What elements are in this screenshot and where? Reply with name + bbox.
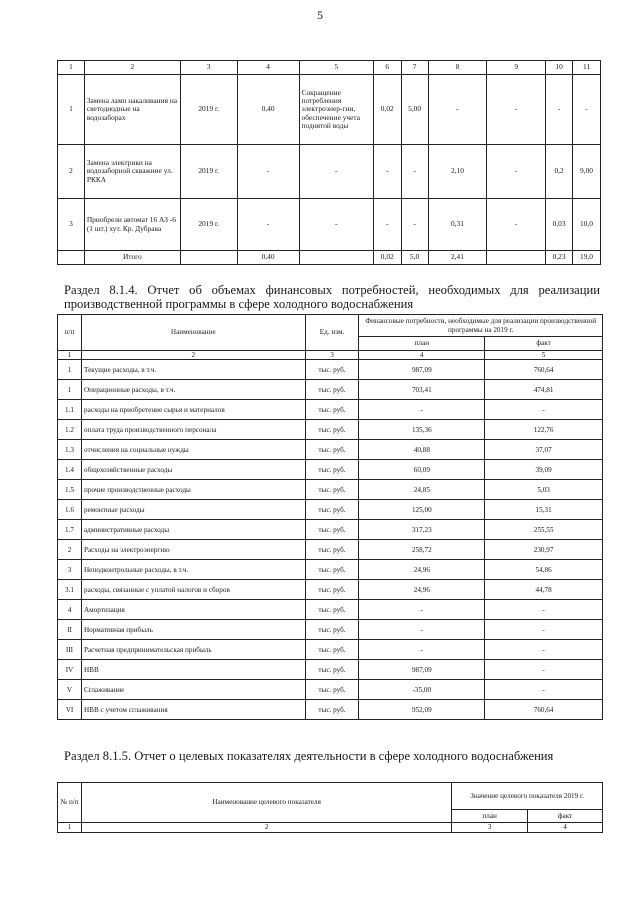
col-num: 10 xyxy=(546,61,573,75)
cell-value: 5,00 xyxy=(401,75,428,145)
cell-value: 5,0 xyxy=(401,251,428,265)
measures-table xyxy=(57,60,601,265)
cell-unit: тыс. руб. xyxy=(305,640,359,660)
cell-name: отчисления на социальные нужды xyxy=(81,440,305,460)
table2-header-row xyxy=(58,315,603,337)
col-num: 11 xyxy=(573,61,601,75)
table-row xyxy=(58,480,603,500)
cell-value: 0,02 xyxy=(373,251,401,265)
cell-fact: 39,09 xyxy=(485,460,603,480)
table-row xyxy=(58,560,603,580)
page-number: 5 xyxy=(317,8,323,22)
cell-unit: тыс. руб. xyxy=(305,540,359,560)
cell-name: административные расходы xyxy=(81,520,305,540)
table-row xyxy=(58,600,603,620)
header-needs: Финансовые потребности, необходимые для реализации производственной программы на 2019 г. xyxy=(359,315,603,337)
header-plan: план xyxy=(359,337,485,351)
table1-header-row xyxy=(58,61,601,75)
cell-num: 3 xyxy=(58,560,82,580)
cell-value: 10,0 xyxy=(573,199,601,251)
cell-unit: тыс. руб. xyxy=(305,480,359,500)
cell-name: оплата труда производственного персонала xyxy=(81,420,305,440)
table-row xyxy=(58,380,603,400)
cell-num: IV xyxy=(58,660,82,680)
col-num: 2 xyxy=(81,823,451,833)
total-label: Итого xyxy=(84,251,180,265)
header-value: Значение целевого показателя 2019 г. xyxy=(452,783,603,810)
cell-name: Сглаживание xyxy=(81,680,305,700)
financial-needs-table xyxy=(57,314,603,720)
cell-unit: тыс. руб. xyxy=(305,580,359,600)
col-num: 3 xyxy=(452,823,528,833)
cell-year: 2019 г. xyxy=(180,199,237,251)
cell-plan: 987,09 xyxy=(359,660,485,680)
cell-value: 2,41 xyxy=(428,251,487,265)
cell-name: расходы, связанные с уплатой налогов и сборов xyxy=(81,580,305,600)
col-num: 3 xyxy=(180,61,237,75)
header-num: п/п xyxy=(58,315,82,351)
cell-num: 1.5 xyxy=(58,480,82,500)
cell-fact: 760,64 xyxy=(485,700,603,720)
cell-plan: - xyxy=(359,640,485,660)
cell-plan: 24,96 xyxy=(359,580,485,600)
cell-num: 1.4 xyxy=(58,460,82,480)
cell-fact: - xyxy=(485,400,603,420)
cell-unit: тыс. руб. xyxy=(305,420,359,440)
cell-plan: 258,72 xyxy=(359,540,485,560)
cell-plan: 135,36 xyxy=(359,420,485,440)
table-row xyxy=(58,500,603,520)
table-row xyxy=(58,440,603,460)
cell-value: - xyxy=(487,145,546,199)
table-row xyxy=(58,420,603,440)
table2-colnum-row xyxy=(58,351,603,360)
cell-name: прочие производственные расходы xyxy=(81,480,305,500)
header-fact: факт xyxy=(485,337,603,351)
col-num: 5 xyxy=(299,61,373,75)
cell-plan: - xyxy=(359,400,485,420)
table-row xyxy=(58,640,603,660)
cell-unit: тыс. руб. xyxy=(305,380,359,400)
header-num: № п/п xyxy=(58,783,82,823)
cell-unit: тыс. руб. xyxy=(305,700,359,720)
cell-plan: -35,00 xyxy=(359,680,485,700)
header-name: Наименование xyxy=(81,315,305,351)
cell-value: - xyxy=(487,199,546,251)
cell-fact: - xyxy=(485,660,603,680)
cell-num: 1.3 xyxy=(58,440,82,460)
col-num: 1 xyxy=(58,61,85,75)
target-indicators-table xyxy=(57,782,603,833)
cell-effect: - xyxy=(299,199,373,251)
cell-unit: тыс. руб. xyxy=(305,400,359,420)
cell-name: общехозяйственные расходы xyxy=(81,460,305,480)
table-row xyxy=(58,660,603,680)
cell-name: Текущие расходы, в т.ч. xyxy=(81,360,305,380)
cell-unit: тыс. руб. xyxy=(305,680,359,700)
cell-value: 0,40 xyxy=(237,75,299,145)
cell-unit: тыс. руб. xyxy=(305,460,359,480)
cell-name: расходы на приобретение сырья и материалов xyxy=(81,400,305,420)
col-num: 5 xyxy=(485,351,603,360)
cell-fact: 5,03 xyxy=(485,480,603,500)
cell-effect: Сокращение потребления электроэнер-гии, обеспечение учета поднятой воды xyxy=(299,75,373,145)
cell-value: - xyxy=(373,199,401,251)
cell-value: - xyxy=(573,75,601,145)
col-num: 4 xyxy=(359,351,485,360)
cell-plan: - xyxy=(359,600,485,620)
cell-unit: тыс. руб. xyxy=(305,660,359,680)
cell-name: Неподконтрольные расходы, в т.ч. xyxy=(81,560,305,580)
cell-unit: тыс. руб. xyxy=(305,360,359,380)
table-row xyxy=(58,145,601,199)
cell-num: 1.2 xyxy=(58,420,82,440)
table1-total-row xyxy=(58,251,601,265)
cell-value: - xyxy=(428,75,487,145)
cell-num: 1.1 xyxy=(58,400,82,420)
cell-name: Операционные расходы, в т.ч. xyxy=(81,380,305,400)
cell-fact: - xyxy=(485,620,603,640)
cell-num: V xyxy=(58,680,82,700)
cell-plan: 952,09 xyxy=(359,700,485,720)
cell-num: 1.7 xyxy=(58,520,82,540)
cell-name: Амортизация xyxy=(81,600,305,620)
cell-value: 0,03 xyxy=(546,199,573,251)
cell-unit: тыс. руб. xyxy=(305,600,359,620)
cell-fact: 44,78 xyxy=(485,580,603,600)
header-fact: факт xyxy=(528,810,603,823)
cell-plan: - xyxy=(359,620,485,640)
cell-plan: 24,96 xyxy=(359,560,485,580)
cell-num: III xyxy=(58,640,82,660)
table-row xyxy=(58,199,601,251)
cell-num: VI xyxy=(58,700,82,720)
cell-name: НВВ с учетом сглаживания xyxy=(81,700,305,720)
cell-value: 9,00 xyxy=(573,145,601,199)
cell-name: Замена электрики на водозаборной скважине ул. РККА xyxy=(84,145,180,199)
header-name: Наименование целевого показателя xyxy=(81,783,451,823)
col-num: 8 xyxy=(428,61,487,75)
cell-name: Расчетная предпринимательская прибыль xyxy=(81,640,305,660)
table3-header-row xyxy=(58,783,603,810)
cell-fact: 255,55 xyxy=(485,520,603,540)
cell-name: НВВ xyxy=(81,660,305,680)
cell-fact: 230,97 xyxy=(485,540,603,560)
cell-plan: 703,41 xyxy=(359,380,485,400)
section-title-8-1-4: Раздел 8.1.4. Отчет об объемах финансовых потребностей, необходимых для реализации производственной программы в сфере холодного водоснабжения xyxy=(64,283,600,311)
cell-year: 2019 г. xyxy=(180,75,237,145)
cell-value: 0,02 xyxy=(373,75,401,145)
cell-effect: - xyxy=(299,145,373,199)
cell-name: Нормативная прибыль xyxy=(81,620,305,640)
table-row xyxy=(58,520,603,540)
cell-unit: тыс. руб. xyxy=(305,560,359,580)
cell-plan: 40,88 xyxy=(359,440,485,460)
col-num: 4 xyxy=(237,61,299,75)
cell-plan: 24,85 xyxy=(359,480,485,500)
cell-fact: - xyxy=(485,640,603,660)
cell-name: Расходы на электроэнергию xyxy=(81,540,305,560)
cell-fact: 760,64 xyxy=(485,360,603,380)
cell-num: 4 xyxy=(58,600,82,620)
cell-value: 0,40 xyxy=(237,251,299,265)
cell-value: - xyxy=(487,75,546,145)
col-num: 3 xyxy=(305,351,359,360)
cell-name: ремонтные расходы xyxy=(81,500,305,520)
table-row xyxy=(58,680,603,700)
table-row xyxy=(58,540,603,560)
cell-name: Приобрели автомат 16 АЗ -6 (1 шт.) хут. Кр. Дубрава xyxy=(84,199,180,251)
table-row xyxy=(58,360,603,380)
table-row xyxy=(58,700,603,720)
cell-plan: 317,23 xyxy=(359,520,485,540)
cell-unit: тыс. руб. xyxy=(305,440,359,460)
cell-value: - xyxy=(401,199,428,251)
cell-unit: тыс. руб. xyxy=(305,500,359,520)
cell-name: Замена ламп накаливания на светодиодные на водозаборах xyxy=(84,75,180,145)
table2-body xyxy=(58,360,603,720)
col-num: 1 xyxy=(58,823,82,833)
cell-fact: 54,86 xyxy=(485,560,603,580)
col-num: 1 xyxy=(58,351,82,360)
cell-value: - xyxy=(373,145,401,199)
table-row xyxy=(58,75,601,145)
cell-num: 1.6 xyxy=(58,500,82,520)
cell-value: 2,10 xyxy=(428,145,487,199)
col-num: 9 xyxy=(487,61,546,75)
table-row xyxy=(58,400,603,420)
cell-num: 2 xyxy=(58,145,85,199)
col-num: 2 xyxy=(81,351,305,360)
cell-value: - xyxy=(546,75,573,145)
cell-num: 1 xyxy=(58,380,82,400)
cell-value: - xyxy=(237,199,299,251)
cell-num: II xyxy=(58,620,82,640)
cell-num: 3.1 xyxy=(58,580,82,600)
cell-value: - xyxy=(401,145,428,199)
cell-fact: 37,07 xyxy=(485,440,603,460)
cell-fact: 474,81 xyxy=(485,380,603,400)
table-row xyxy=(58,580,603,600)
cell-value: 0,2 xyxy=(546,145,573,199)
cell-plan: 987,09 xyxy=(359,360,485,380)
cell-unit: тыс. руб. xyxy=(305,520,359,540)
cell-plan: 60,09 xyxy=(359,460,485,480)
cell-fact: - xyxy=(485,680,603,700)
cell-fact: - xyxy=(485,600,603,620)
cell-value: 0,23 xyxy=(546,251,573,265)
cell-value: 19,0 xyxy=(573,251,601,265)
cell-year: 2019 г. xyxy=(180,145,237,199)
cell-fact: 15,31 xyxy=(485,500,603,520)
cell-num: 2 xyxy=(58,540,82,560)
col-num: 6 xyxy=(373,61,401,75)
header-plan: план xyxy=(452,810,528,823)
cell-plan: 125,00 xyxy=(359,500,485,520)
header-unit: Ед. изм. xyxy=(305,315,359,351)
cell-value: 0,31 xyxy=(428,199,487,251)
table-row xyxy=(58,620,603,640)
cell-num: 1 xyxy=(58,75,85,145)
cell-num: 3 xyxy=(58,199,85,251)
cell-value: - xyxy=(237,145,299,199)
cell-fact: 122,76 xyxy=(485,420,603,440)
table-row xyxy=(58,460,603,480)
col-num: 7 xyxy=(401,61,428,75)
col-num: 4 xyxy=(528,823,603,833)
cell-unit: тыс. руб. xyxy=(305,620,359,640)
section-title-8-1-5: Раздел 8.1.5. Отчет о целевых показателях деятельности в сфере холодного водоснабжения xyxy=(64,749,554,763)
cell-num: 1 xyxy=(58,360,82,380)
table3-colnum-row xyxy=(58,823,603,833)
col-num: 2 xyxy=(84,61,180,75)
